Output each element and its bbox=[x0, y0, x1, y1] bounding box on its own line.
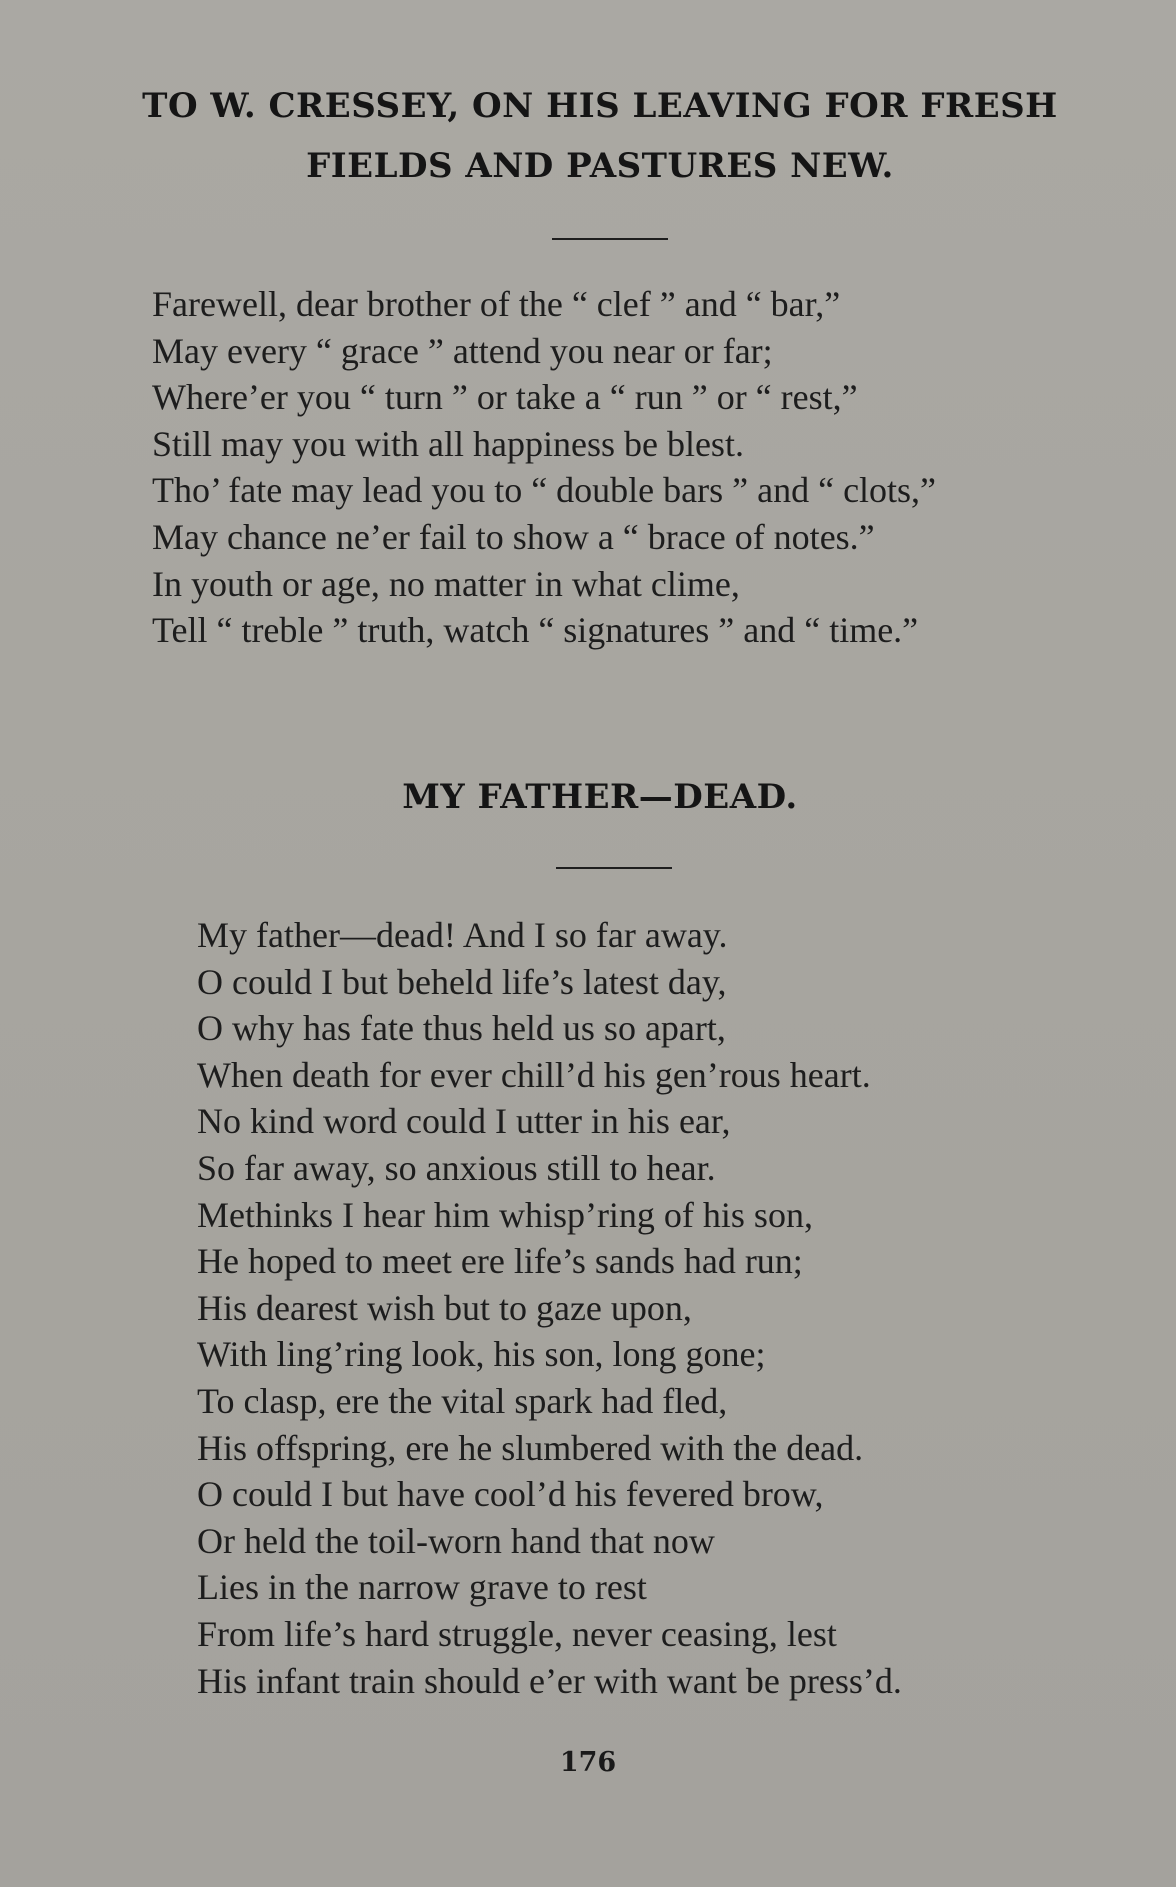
poem-line: No kind word could I utter in his ear, bbox=[197, 1101, 731, 1142]
poem-line: May chance ne’er fail to show a “ brace of notes.” bbox=[152, 516, 875, 557]
poem-line: My father—dead! And I so far away. bbox=[197, 915, 728, 955]
poem-line: Still may you with all happiness be blest. bbox=[152, 423, 744, 464]
poem-line: So far away, so anxious still to hear. bbox=[197, 1147, 716, 1188]
poem-line: In youth or age, no matter in what clime, bbox=[152, 563, 740, 604]
poem-title-my-father-dead bbox=[130, 767, 1070, 827]
poem-line: Tho’ fate may lead you to “ double bars ” and “ clots,” bbox=[152, 470, 937, 511]
poem-stanza-cressey bbox=[152, 281, 936, 654]
poem-line: May every “ grace ” attend you near or far; bbox=[152, 330, 773, 371]
poem-line: From life’s hard struggle, never ceasing, lest bbox=[197, 1613, 837, 1654]
poem-line: He hoped to meet ere life’s sands had run; bbox=[197, 1241, 803, 1282]
poem-line: O why has fate thus held us so apart, bbox=[197, 1008, 726, 1049]
poem-line: His dearest wish but to gaze upon, bbox=[197, 1287, 692, 1328]
poem-title-line: MY FATHER—DEAD. bbox=[402, 777, 798, 817]
poem-line: When death for ever chill’d his gen’rous heart. bbox=[197, 1054, 871, 1095]
poem-line: His infant train should e’er with want be press’d. bbox=[197, 1660, 902, 1701]
title-divider bbox=[552, 238, 668, 240]
poem-line: Methinks I hear him whisp’ring of his son, bbox=[197, 1194, 813, 1235]
poem-line: Tell “ treble ” truth, watch “ signatures ” and “ time.” bbox=[152, 610, 919, 651]
poem-title-line: TO W. CRESSEY, ON HIS LEAVING FOR FRESH bbox=[142, 86, 1058, 126]
poem-stanza-my-father-dead bbox=[197, 912, 902, 1704]
poem-line: To clasp, ere the vital spark had fled, bbox=[197, 1380, 728, 1421]
poem-line: Where’er you “ turn ” or take a “ run ” or “ rest,” bbox=[152, 377, 858, 418]
poem-line: O could I but have cool’d his fevered brow, bbox=[197, 1474, 824, 1515]
page-number: 176 bbox=[559, 1747, 617, 1778]
poem-line: Or held the toil-worn hand that now bbox=[197, 1520, 715, 1561]
poem-line: Farewell, dear brother of the “ clef ” and “ bar,” bbox=[152, 284, 841, 324]
poem-line: His offspring, ere he slumbered with the dead. bbox=[197, 1427, 864, 1468]
poem-line: With ling’ring look, his son, long gone; bbox=[197, 1334, 766, 1375]
poem-line: O could I but beheld life’s latest day, bbox=[197, 961, 727, 1002]
title-divider bbox=[556, 867, 672, 869]
poem-title-line: FIELDS AND PASTURES NEW. bbox=[306, 146, 894, 186]
poem-line: Lies in the narrow grave to rest bbox=[197, 1567, 647, 1608]
poem-title-cressey bbox=[130, 76, 1070, 196]
